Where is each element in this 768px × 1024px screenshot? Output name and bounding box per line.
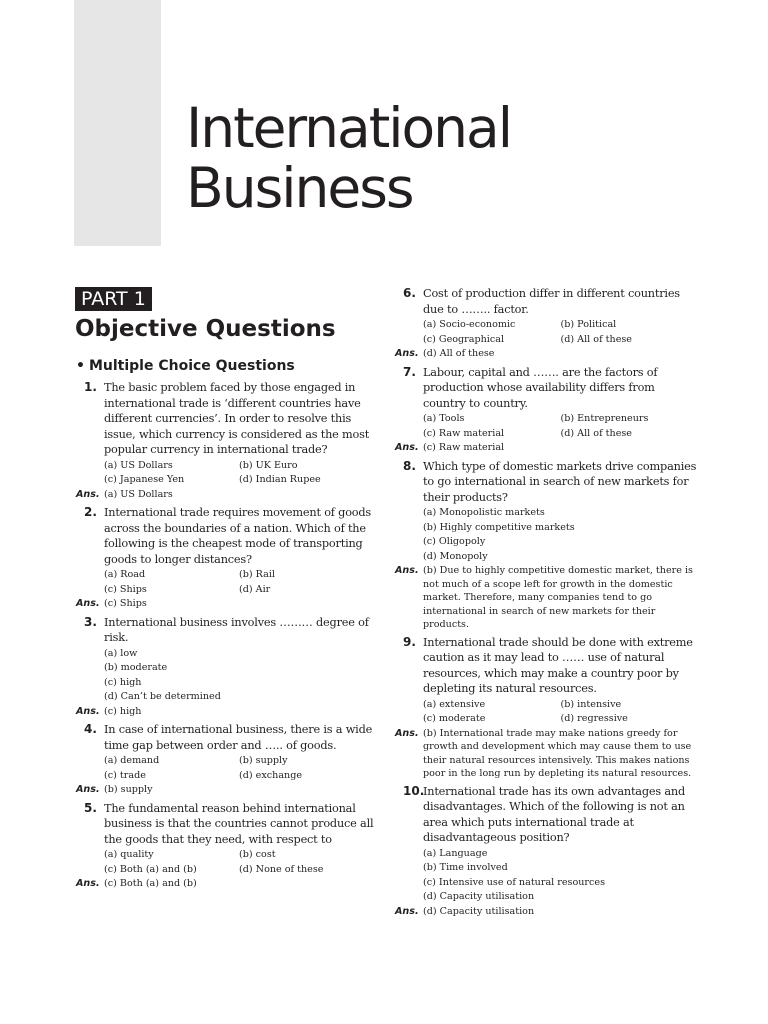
option-c: (c) Ships xyxy=(104,583,147,595)
chapter-title-line1: International xyxy=(186,96,512,160)
question-number: 9. xyxy=(403,634,416,649)
question-text: International trade has its own advantages and disadvantages. Which of the following is not an area which puts international trade at disadvantageous position? xyxy=(423,784,685,844)
options xyxy=(423,698,698,727)
option-d: (d) All of these xyxy=(560,427,632,439)
question-text: International trade requires movement of goods across the boundaries of a nation. Which of the following is the cheapest mode of transporting goods to longer distances? xyxy=(104,506,372,566)
option-b: (b) Highly competitive markets xyxy=(423,521,575,533)
answer-text: (c) Ships xyxy=(104,598,147,609)
question-6 xyxy=(395,286,698,347)
question-text: International business involves ……… degree of risk. xyxy=(104,615,369,644)
answer-label: Ans. xyxy=(76,705,100,717)
option-c: (c) Raw material xyxy=(423,427,505,439)
question-text: Which type of domestic markets drive companies to go international in search of new markets for their products? xyxy=(423,459,697,504)
option-a: (a) Language xyxy=(423,847,488,859)
section-title: Objective Questions xyxy=(75,316,336,342)
answer-label: Ans. xyxy=(76,784,100,795)
option-b: (b) intensive xyxy=(560,698,622,710)
option-b: (b) Entrepreneurs xyxy=(560,413,649,424)
answer-3 xyxy=(76,705,374,720)
option-c: (c) Intensive use of natural resources xyxy=(423,876,605,888)
question-text: International trade should be done with extreme caution as it may lead to …… use of natural resources, which may make a country poor by depleting its natural resources. xyxy=(423,635,693,695)
option-b: (b) UK Euro xyxy=(239,459,298,471)
question-9 xyxy=(395,635,698,727)
option-b: (b) moderate xyxy=(104,662,168,673)
option-d: (d) Capacity utilisation xyxy=(423,891,535,902)
question-1 xyxy=(76,380,374,488)
options xyxy=(423,318,698,347)
question-8 xyxy=(395,459,698,565)
answer-label: Ans. xyxy=(76,878,100,889)
answer-9 xyxy=(395,727,698,781)
part-label: PART 1 xyxy=(75,287,152,311)
options xyxy=(423,412,698,441)
answer-text: (d) All of these xyxy=(423,348,495,359)
option-a: (a) quality xyxy=(104,849,154,860)
option-c: (c) high xyxy=(104,676,142,688)
question-text: In case of international business, there is a wide time gap between order and ….. of goods. xyxy=(104,723,373,752)
option-a: (a) Road xyxy=(104,569,146,580)
option-c: (c) Japanese Yen xyxy=(104,474,185,485)
question-number: 4. xyxy=(84,722,97,736)
answer-7 xyxy=(395,441,698,456)
question-text: The basic problem faced by those engaged in international trade is ‘different countries have different currencies’. In order to resolve this issue, which currency is considered as the most popular currency in international trade? xyxy=(104,381,370,456)
option-d: (d) regressive xyxy=(560,713,628,724)
answer-label: Ans. xyxy=(395,442,419,453)
options xyxy=(423,847,698,905)
question-text: The fundamental reason behind international business is that the countries cannot produce all the goods that they need, with respect to xyxy=(104,801,374,846)
option-d: (d) exchange xyxy=(239,769,303,781)
chapter-title-line2: Business xyxy=(186,156,413,220)
options xyxy=(423,506,698,564)
option-b: (b) Rail xyxy=(239,569,275,580)
options xyxy=(104,459,374,488)
question-number: 7. xyxy=(403,364,416,379)
question-text: Cost of production differ in different countries due to …….. factor. xyxy=(423,287,680,316)
subsection-title xyxy=(76,356,295,376)
answer-label: Ans. xyxy=(76,598,100,609)
answer-text: (c) Raw material xyxy=(423,442,505,453)
option-d: (d) All of these xyxy=(560,333,632,345)
option-a: (a) low xyxy=(104,647,138,659)
option-a: (a) Monopolistic markets xyxy=(423,507,545,518)
option-c: (c) moderate xyxy=(423,713,486,724)
question-number: 1. xyxy=(84,380,97,394)
subsection-title-text: Multiple Choice Questions xyxy=(88,358,295,374)
option-c: (c) Oligopoly xyxy=(423,536,486,547)
question-2 xyxy=(76,505,374,597)
option-a: (a) US Dollars xyxy=(104,459,173,471)
option-b: (b) Time involved xyxy=(423,862,508,873)
answer-text: (a) US Dollars xyxy=(104,488,173,500)
answer-6 xyxy=(395,347,698,362)
left-column xyxy=(76,380,374,895)
question-4 xyxy=(76,722,374,783)
question-number: 10. xyxy=(403,783,425,798)
question-number: 5. xyxy=(84,800,97,815)
answer-text: (b) supply xyxy=(104,784,153,795)
answer-text: (c) Both (a) and (b) xyxy=(104,878,197,889)
option-d: (d) Indian Rupee xyxy=(239,474,321,485)
answer-10 xyxy=(395,905,698,920)
question-5 xyxy=(76,801,374,878)
answer-text: (b) Due to highly competitive domestic market, there is not much of a scope left for growth in the domestic market. Therefore, many companies tend to go international in search of new markets for their products. xyxy=(423,565,693,630)
option-c: (c) trade xyxy=(104,769,146,781)
answer-label: Ans. xyxy=(76,488,100,500)
question-3 xyxy=(76,615,374,705)
answer-1 xyxy=(76,488,374,503)
option-b: (b) supply xyxy=(239,755,288,766)
answer-5 xyxy=(76,877,374,892)
options xyxy=(104,647,374,705)
option-a: (a) Socio-economic xyxy=(423,319,516,330)
question-text: Labour, capital and ……. are the factors of production whose availability differs from country to country. xyxy=(423,365,658,410)
question-10 xyxy=(395,784,698,905)
option-a: (a) demand xyxy=(104,755,160,766)
chapter-title xyxy=(186,98,511,218)
answer-2 xyxy=(76,597,374,612)
answer-label: Ans. xyxy=(395,727,419,739)
bullet-icon: • xyxy=(76,358,85,374)
answer-label: Ans. xyxy=(395,565,419,576)
answer-label: Ans. xyxy=(395,905,419,917)
option-d: (d) None of these xyxy=(239,863,324,875)
option-a: (a) extensive xyxy=(423,698,486,710)
options xyxy=(104,848,374,877)
answer-label: Ans. xyxy=(395,348,419,359)
answer-text: (b) International trade may make nations greedy for growth and development which may cause them to use their natural resources intensively. This makes nations poor in the long run by depleting its natural resources. xyxy=(423,727,692,779)
option-d: (d) Air xyxy=(239,583,271,595)
option-b: (b) Political xyxy=(560,319,617,330)
question-number: 3. xyxy=(84,614,97,629)
options xyxy=(104,754,374,783)
chapter-tab-band xyxy=(74,0,161,246)
answer-text: (c) high xyxy=(104,705,142,717)
option-b: (b) cost xyxy=(239,849,276,860)
option-c: (c) Both (a) and (b) xyxy=(104,863,197,875)
question-number: 6. xyxy=(403,286,416,300)
option-d: (d) Monopoly xyxy=(423,550,488,562)
option-d: (d) Can’t be determined xyxy=(104,691,221,702)
options xyxy=(104,568,374,597)
question-number: 8. xyxy=(403,458,416,473)
answer-8 xyxy=(395,564,698,632)
right-column xyxy=(395,286,698,922)
option-a: (a) Tools xyxy=(423,413,465,424)
answer-text: (d) Capacity utilisation xyxy=(423,905,535,917)
question-7 xyxy=(395,365,698,442)
option-c: (c) Geographical xyxy=(423,333,505,345)
answer-4 xyxy=(76,783,374,798)
question-number: 2. xyxy=(84,505,97,519)
